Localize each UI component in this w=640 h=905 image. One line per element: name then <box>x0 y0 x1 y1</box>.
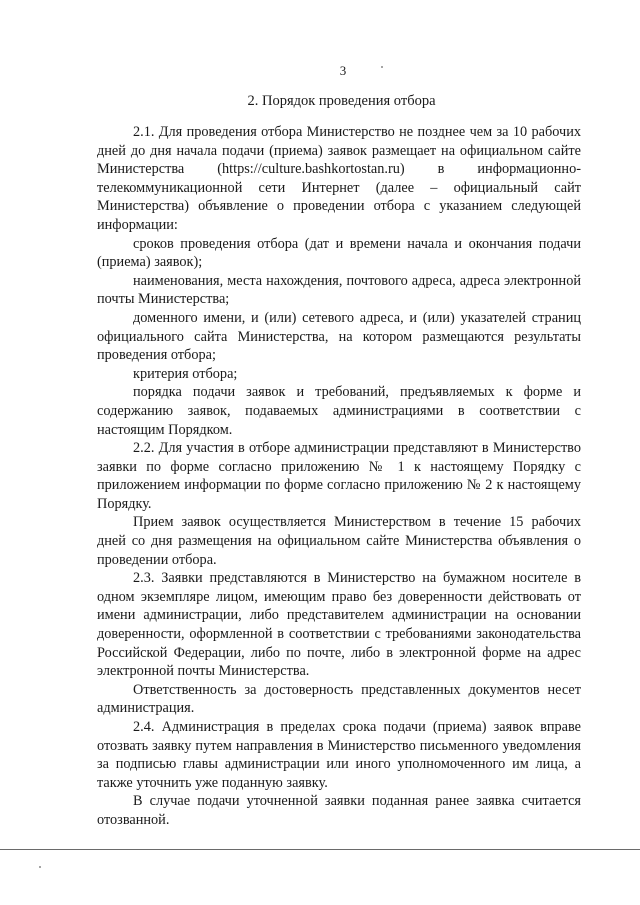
paragraph: 2.1. Для проведения отбора Министерство не позднее чем за 10 рабочих дней до дня начала подачи (приема) заявок размещает на официальном сайте Министерства (https://culture.bashkortostan.ru) в информационно-телекоммуникационной сети Интернет (далее – официальный сайт Министерства) объявление о проведении отбора с указанием следующей информации: <box>97 124 581 233</box>
paragraph: 2.4. Администрация в пределах срока подачи (приема) заявок вправе отозвать заявку путем направления в Министерство письменного уведомления за подписью главы администрации или иного уполномоченного им лица, а также уточнить уже поданную заявку. <box>97 719 581 791</box>
scan-speck <box>39 866 41 868</box>
footer-divider <box>0 849 640 850</box>
paragraph: В случае подачи уточненной заявки поданная ранее заявка считается отозванной. <box>97 793 581 828</box>
section-title: 2. Порядок проведения отбора <box>247 93 436 109</box>
paragraph: порядка подачи заявок и требований, предъявляемых к форме и содержанию заявок, подаваемых администрациями в соответствии с настоящим Порядком. <box>97 384 581 438</box>
section-body <box>97 123 581 830</box>
paragraph: критерия отбора; <box>133 365 238 382</box>
paragraph: Ответственность за достоверность представленных документов несет администрация. <box>97 681 581 717</box>
paragraph: сроков проведения отбора (дат и времени начала и окончания подачи (приема) заявок); <box>97 235 581 271</box>
page-number: 3 <box>339 63 347 78</box>
paragraph: доменного имени, и (или) сетевого адреса, и (или) указателей страниц официального сайта Министерства, на котором размещаются результаты проведения отбора; <box>97 309 581 364</box>
paragraph: наименования, места нахождения, почтового адреса, адреса электронной почты Министерства; <box>97 272 581 308</box>
scan-speck <box>381 66 383 68</box>
paragraph: Прием заявок осуществляется Министерством в течение 15 рабочих дней со дня размещения на официальном сайте Министерства объявления о проведении отбора. <box>97 514 581 568</box>
paragraph: 2.2. Для участия в отборе администрации представляют в Министерство заявки по форме согласно приложению № 1 к настоящему Порядку с приложением информации по форме согласно приложению № 2 к настоящему Порядку. <box>97 440 581 512</box>
paragraph: 2.3. Заявки представляются в Министерство на бумажном носителе в одном экземпляре лицом, имеющим право без доверенности действовать от имени администрации, либо представителем администрации на основании доверенности, оформленной в соответствии с требованиями законодательства Российской Федерации, либо по почте, либо в электронной форме на адрес электронной почты Министерства. <box>97 570 581 680</box>
